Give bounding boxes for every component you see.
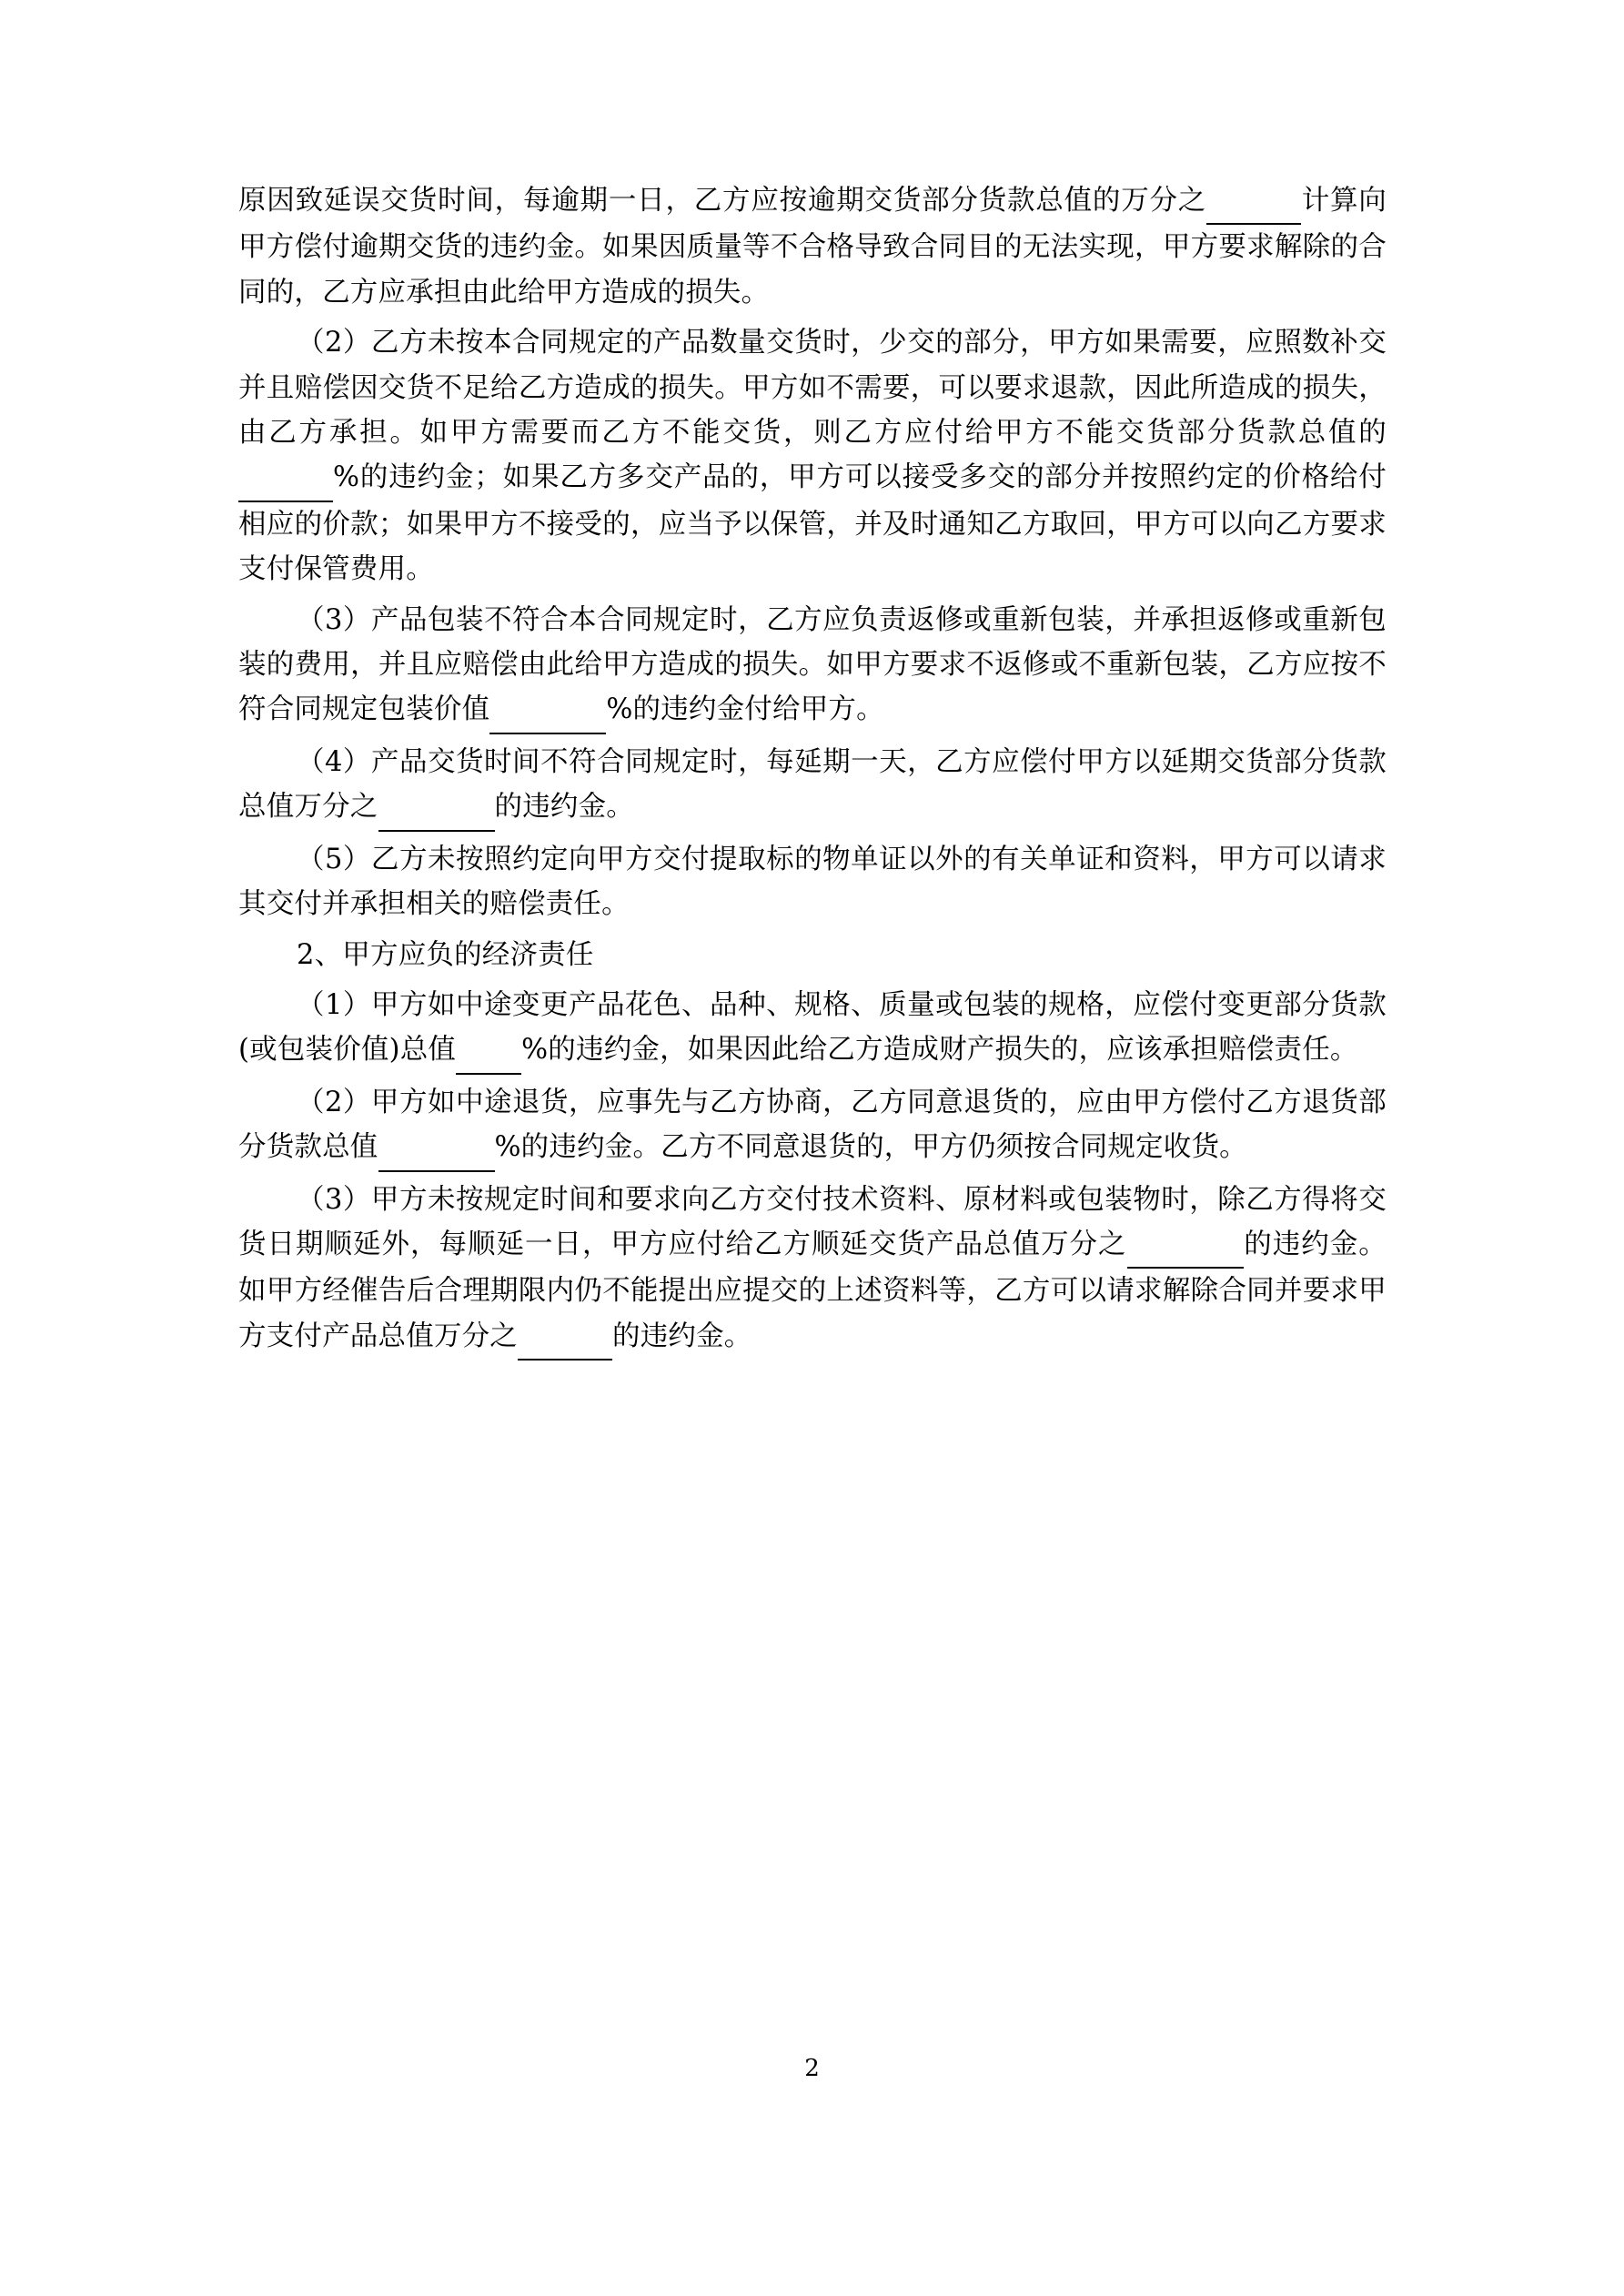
paragraph-text: %的违约金，如果因此给乙方造成财产损失的，应该承担赔偿责任。	[521, 1034, 1358, 1067]
fill-in-blank[interactable]	[518, 1314, 612, 1360]
paragraph-text: （2）甲方如中途退货，应事先与乙方协商，乙方同意退货的，应由甲方偿付乙方退货部分货款总值	[238, 1086, 1387, 1164]
paragraph-text: %的违约金；如果乙方多交产品的，甲方可以接受多交的部分并按照约定的价格给付相应的价款；如果甲方不接受的，应当予以保管，并及时通知乙方取回，甲方可以向乙方要求支付保管费用。	[238, 461, 1387, 586]
fill-in-blank[interactable]	[1206, 178, 1301, 225]
paragraph-text: （4）产品交货时间不符合同规定时，每延期一天，乙方应偿付甲方以延期交货部分货款总值万分之	[238, 745, 1387, 824]
para-item-2	[238, 320, 1387, 592]
para-item-3	[238, 598, 1387, 734]
para-a-item-1	[238, 983, 1387, 1075]
paragraph-text: 的违约金。	[612, 1320, 752, 1352]
paragraph-text: （3）产品包装不符合本合同规定时，乙方应负责返修或重新包装，并承担返修或重新包装的费用，并且应赔偿由此给甲方造成的损失。如甲方要求不返修或不重新包装，乙方应按不符合同规定包装价值	[238, 603, 1387, 726]
para-item-4	[238, 740, 1387, 832]
paragraph-text: 原因致延误交货时间，每逾期一日，乙方应按逾期交货部分货款总值的万分之	[238, 185, 1207, 217]
paragraph-text: （5）乙方未按照约定向甲方交付提取标的物单证以外的有关单证和资料，甲方可以请求其交付并承担相关的赔偿责任。	[238, 843, 1387, 921]
page-number: 2	[804, 2055, 820, 2082]
document-body	[238, 178, 1387, 1366]
paragraph-text: （1）甲方如中途变更产品花色、品种、规格、质量或包装的规格，应偿付变更部分货款(或包装价值)总值	[238, 988, 1387, 1067]
para-delay-penalty	[238, 178, 1387, 315]
para-item-5	[238, 837, 1387, 927]
para-a-item-2	[238, 1080, 1387, 1172]
paragraph-text: （3）甲方未按规定时间和要求向乙方交付技术资料、原材料或包装物时，除乙方得将交货日期顺延外，每顺延一日，甲方应付给乙方顺延交货产品总值万分之	[238, 1183, 1387, 1260]
paragraph-text: %的违约金。乙方不同意退货的，甲方仍须按合同规定收货。	[494, 1131, 1247, 1164]
fill-in-blank[interactable]	[1127, 1222, 1244, 1269]
fill-in-blank[interactable]	[489, 687, 606, 733]
fill-in-blank[interactable]	[378, 784, 495, 831]
fill-in-blank[interactable]	[238, 455, 333, 501]
paragraph-text: %的违约金付给甲方。	[606, 693, 884, 726]
paragraph-text: 的违约金。	[494, 791, 634, 824]
paragraph-text: 的违约金。如甲方经催告后合理期限内仍不能提出应提交的上述资料等，乙方可以请求解除合同并要求甲方支付产品总值万分之	[238, 1228, 1387, 1352]
fill-in-blank[interactable]	[456, 1027, 521, 1074]
para-section-2	[238, 933, 1387, 977]
paragraph-text: 计算向甲方偿付逾期交货的违约金。如果因质量等不合格导致合同目的无法实现，甲方要求解除的合同的，乙方应承担由此给甲方造成的损失。	[238, 185, 1387, 308]
paragraph-text: （2）乙方未按本合同规定的产品数量交货时，少交的部分，甲方如果需要，应照数补交并且赔偿因交货不足给乙方造成的损失。甲方如不需要，可以要求退款，因此所造成的损失，由乙方承担。如甲方需要而乙方不能交货，则乙方应付给甲方不能交货部分货款总值的	[238, 327, 1387, 450]
fill-in-blank[interactable]	[378, 1125, 495, 1171]
para-a-item-3	[238, 1178, 1387, 1361]
paragraph-text: 2、甲方应负的经济责任	[297, 938, 594, 971]
